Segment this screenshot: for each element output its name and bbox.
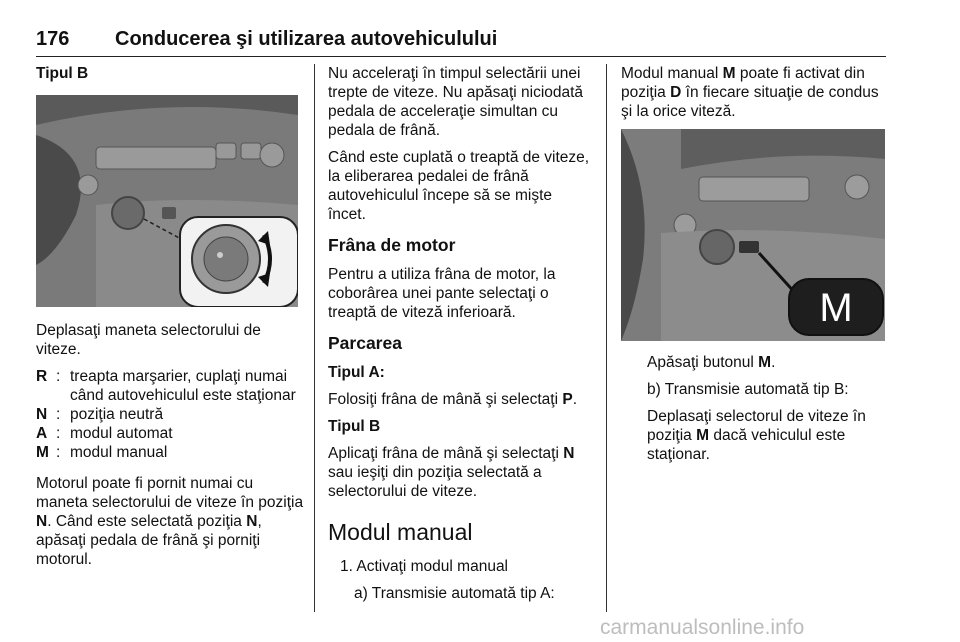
parking-type-b-title: Tipul B (328, 418, 381, 435)
position-key: A (36, 425, 48, 442)
paragraph: Pentru a utiliza frâna de motor, la coborârea unei pante selectaţi o treaptă de viteză inferioară. (328, 266, 556, 321)
position-desc: treapta marşarier, cuplaţi numai când autovehiculul este staţionar (70, 368, 296, 404)
position-list (36, 367, 304, 462)
position-desc: poziţia neutră (70, 406, 164, 423)
page-header (36, 28, 886, 57)
watermark: carmanualsonline.info (600, 616, 805, 639)
paragraph: Deplasaţi selectorul de viteze în poziţia M dacă vehiculul este staţionar. (647, 408, 866, 463)
position-key: N (36, 406, 48, 423)
column-2 (328, 64, 592, 611)
paragraph: Modul manual M poate fi activat din poziţia D în fiecare situaţie de condus şi la orice viteză. (621, 65, 879, 120)
parking-type-a-title: Tipul A: (328, 364, 385, 381)
column-divider (314, 64, 315, 612)
press-button-text: Apăsaţi butonul M. (647, 354, 776, 371)
step-1b: b) Transmisie automată tip B: (647, 381, 849, 398)
chapter-title: Conducerea şi utilizarea autovehiculului (115, 28, 498, 50)
list-item: A : modul automat (36, 424, 304, 443)
position-key: R (36, 368, 48, 385)
heading-manual-mode: Modul manual (328, 519, 473, 545)
parking-type-a-text: Folosiţi frâna de mână şi selectaţi P. (328, 391, 577, 408)
page-number: 176 (36, 28, 70, 50)
position-desc: modul automat (70, 425, 173, 442)
paragraph: Când este cuplată o treaptă de viteze, la eliberarea pedalei de frână autovehiculul începe să se mişte încet. (328, 149, 590, 223)
column-divider (606, 64, 607, 612)
parking-type-b-text: Aplicaţi frâna de mână şi selectaţi N sau ieşiţi din poziţia selectată a selectorului de viteze. (328, 445, 575, 500)
instruction-text: Deplasaţi maneta selectorului de viteze. (36, 322, 261, 358)
m-button-label: M (819, 286, 853, 330)
dashboard-m-button-drawing (621, 129, 885, 341)
dashboard-selector-drawing (36, 95, 298, 307)
paragraph: Nu acceleraţi în timpul selectării unei trepte de viteze. Nu apăsaţi niciodată pedala de acceleraţie simultan cu pedala de frână. (328, 65, 584, 139)
step-1a: a) Transmisie automată tip A: (354, 585, 555, 602)
engine-start-paragraph: Motorul poate fi pornit numai cu maneta selectorului de viteze în poziţia N. Când este selectată poziţia N, apăsaţi pedala de frână şi porniţi motorul. (36, 475, 304, 568)
selector-knob-illustration (36, 95, 298, 307)
column-1 (36, 64, 304, 577)
list-item: R : treapta marşarier, cuplaţi numai când autovehiculul este staţionar (36, 367, 304, 405)
list-item: M : modul manual (36, 443, 304, 462)
heading-parking: Parcarea (328, 333, 402, 353)
list-item: N : poziţia neutră (36, 405, 304, 424)
heading-engine-brake: Frâna de motor (328, 235, 456, 255)
column-3 (621, 64, 887, 472)
position-desc: modul manual (70, 444, 168, 461)
position-key: M (36, 444, 49, 461)
step-1: 1. Activaţi modul manual (340, 558, 509, 575)
subheading-tip-b: Tipul B (36, 65, 89, 82)
manual-button-illustration (621, 129, 885, 341)
